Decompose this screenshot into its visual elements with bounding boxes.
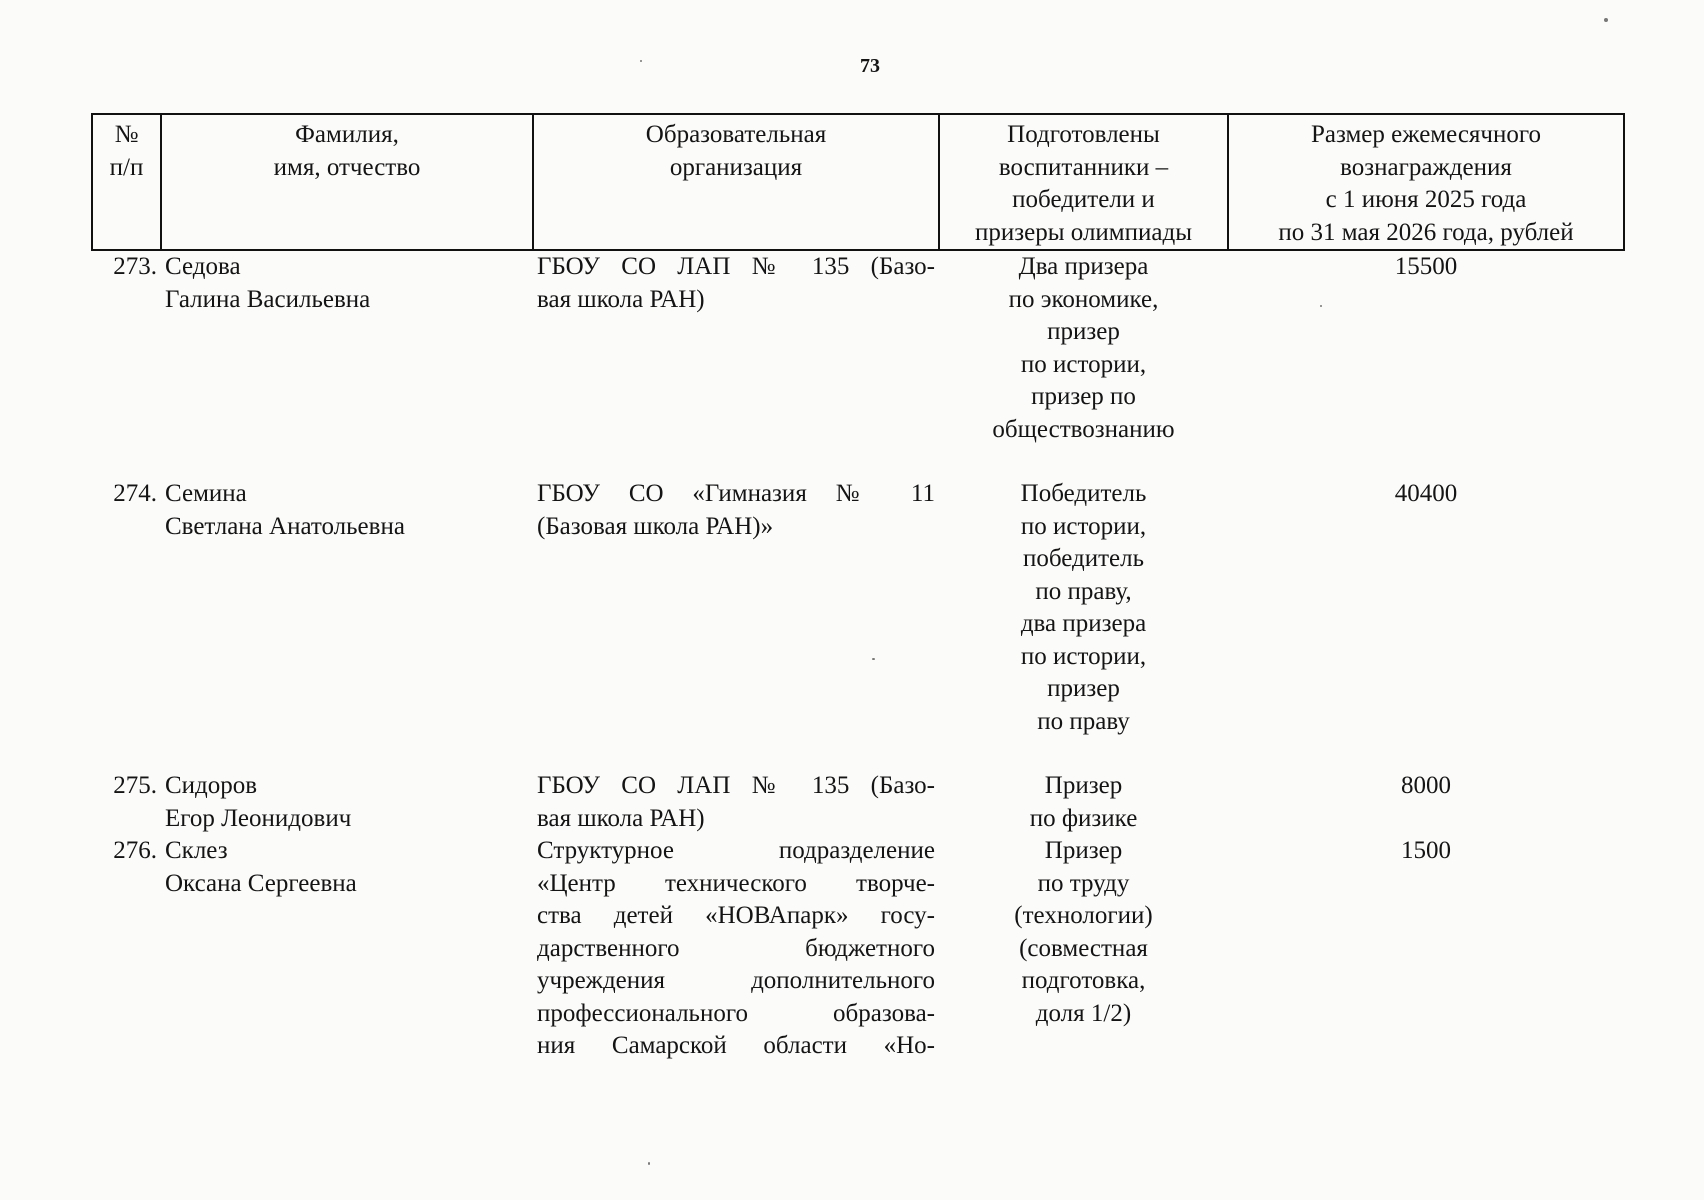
scan-speck (1604, 18, 1608, 22)
header-org: Образовательная организация (533, 114, 939, 250)
organization: Структурное подразделение «Центр технического творче- ства детей «НОВАпарк» госу- дарственного бюджетного учреждения дополнительного профессионального образова- ния Самарской области «Но- (537, 837, 935, 1059)
row-number: 276. (113, 837, 157, 864)
person-name: Сидоров Егор Леонидович (165, 772, 352, 832)
row-number: 274. (113, 480, 157, 507)
row-number: 275. (113, 772, 157, 799)
awards-table (91, 113, 1625, 1063)
scan-speck (640, 60, 642, 62)
person-name: Седова Галина Васильевна (165, 253, 371, 313)
table-row (92, 835, 1624, 1063)
table-row (92, 250, 1624, 446)
header-result: Подготовлены воспитанники – победители и призеры олимпиады (939, 114, 1228, 250)
table-row (92, 478, 1624, 738)
olympiad-result: Победитель по истории, победитель по праву, два призера по истории, призер по праву (1020, 480, 1147, 735)
table-row (92, 770, 1624, 835)
award-amount: 40400 (1394, 480, 1458, 507)
header-num: № п/п (92, 114, 161, 250)
organization: ГБОУ СО ЛАП № 135 (Базо- вая школа РАН) (537, 253, 935, 313)
scan-speck (648, 1162, 650, 1165)
award-amount: 1500 (1401, 837, 1451, 864)
table-header-row (92, 114, 1624, 250)
award-amount: 15500 (1394, 253, 1458, 280)
scan-speck (1320, 305, 1322, 307)
page-number: 73 (860, 55, 880, 77)
organization: ГБОУ СО ЛАП № 135 (Базо- вая школа РАН) (537, 772, 935, 832)
header-amount: Размер ежемесячного вознаграждения с 1 июня 2025 года по 31 мая 2026 года, рублей (1228, 114, 1624, 250)
olympiad-result: Призер по труду (технологии) (совместная подготовка, доля 1/2) (1014, 837, 1153, 1027)
award-amount: 8000 (1401, 772, 1451, 799)
olympiad-result: Два призера по экономике, призер по истории, призер по обществознанию (992, 253, 1175, 443)
organization: ГБОУ СО «Гимназия № 11 (Базовая школа РАН)» (537, 480, 935, 540)
scan-speck (872, 658, 875, 660)
header-name: Фамилия, имя, отчество (161, 114, 533, 250)
row-number: 273. (113, 253, 157, 280)
olympiad-result: Призер по физике (1029, 772, 1138, 832)
person-name: Склез Оксана Сергеевна (165, 837, 357, 897)
person-name: Семина Светлана Анатольевна (165, 480, 405, 540)
